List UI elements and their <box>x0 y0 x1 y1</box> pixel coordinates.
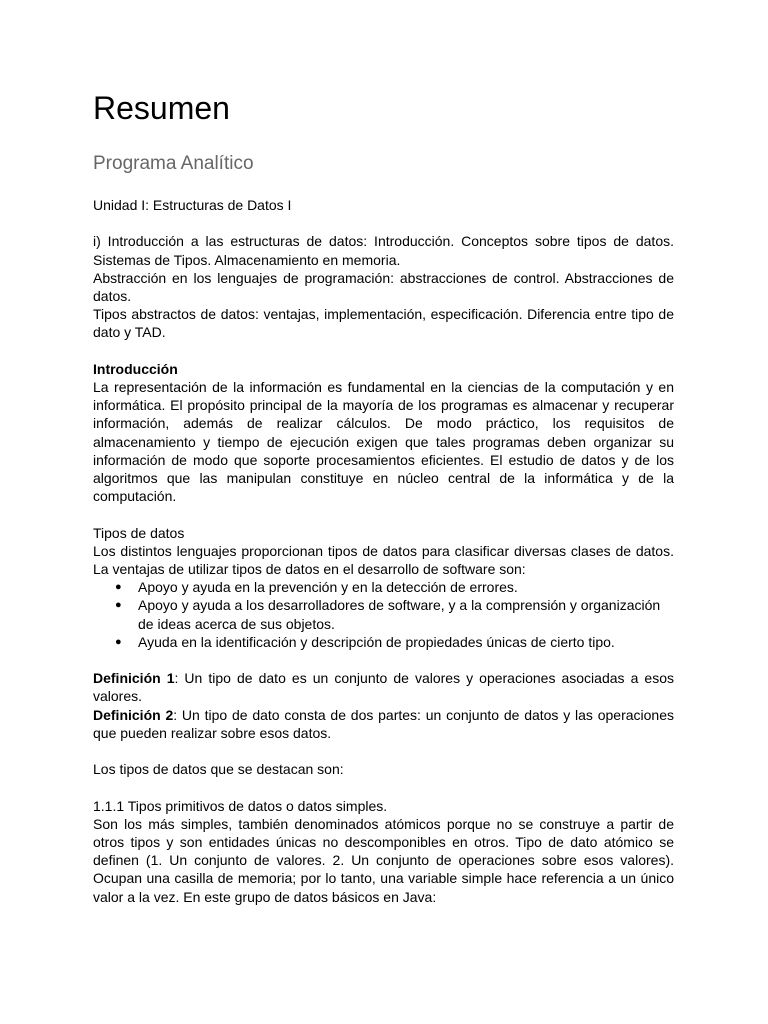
primitives-heading: 1.1.1 Tipos primitivos de datos o datos simples. <box>93 797 388 814</box>
bullet-icon: ● <box>115 635 122 648</box>
advantages-list <box>93 578 674 651</box>
highlight-intro: Los tipos de datos que se destacan son: <box>93 761 344 778</box>
intro-heading: Introducción <box>93 360 178 377</box>
definition-label: Definición 2 <box>93 706 174 723</box>
list-item: ● Ayuda en la identificación y descripción de propiedades únicas de cierto tipo. <box>115 633 615 650</box>
unit-line: Unidad I: Estructuras de Datos I <box>93 197 292 213</box>
bullet-icon: ● <box>115 581 122 594</box>
document-title: Resumen <box>93 90 230 126</box>
syllabus-line: i) Introducción a las estructuras de datos: Introducción. Conceptos sobre tipos de datos. Sistemas de Tipos. Almacenamiento en memoria. <box>93 233 674 268</box>
document-subtitle: Programa Analítico <box>93 153 254 174</box>
primitives-paragraph: Son los más simples, también denominados atómicos porque no se construye a partir de otros tipos y son entidades únicas no descomponibles en otros. Tipo de dato atómico se definen (1. Un conjunto de valores. 2. Un conjunto de operaciones sobre esos valores). Ocupan una casilla de memoria; por lo tanto, una variable simple hace referencia a un único valor a la vez. En este grupo de datos básicos en Java: <box>93 815 674 905</box>
document-body <box>93 196 674 906</box>
list-item: ● Apoyo y ayuda en la prevención y en la detección de errores. <box>115 579 518 596</box>
syllabus-line: Abstracción en los lenguajes de programación: abstracciones de control. Abstracciones de datos. <box>93 269 674 304</box>
list-item: ● Apoyo y ayuda a los desarrolladores de software, y a la comprensión y organización de ideas acerca de sus objetos. <box>115 597 661 632</box>
syllabus-line: Tipos abstractos de datos: ventajas, implementación, especificación. Diferencia entre tipo de dato y TAD. <box>93 306 674 341</box>
definition-label: Definición 1 <box>93 670 175 687</box>
bullet-icon: ● <box>115 599 122 612</box>
intro-paragraph: La representación de la información es fundamental en la ciencias de la computación y en informática. El propósito principal de la mayoría de los programas es almacenar y recuperar información, además de realizar cálculos. De modo práctico, los requisitos de almacenamiento y tiempo de ejecución exigen que tales programas deben organizar su información de modo que soporte procesamientos eficientes. El estudio de datos y de los algoritmos que las manipulan constituye en núcleo central de la informática y de la computación. <box>93 379 674 505</box>
definition-1: Definición 1: Un tipo de dato es un conjunto de valores y operaciones asociadas a esos valores. <box>93 670 674 705</box>
types-paragraph: Los distintos lenguajes proporcionan tipos de datos para clasificar diversas clases de datos. La ventajas de utilizar tipos de datos en el desarrollo de software son: <box>93 542 674 578</box>
types-heading: Tipos de datos <box>93 524 185 541</box>
definition-2: Definición 2: Un tipo de dato consta de dos partes: un conjunto de datos y las operaciones que pueden realizar sobre esos datos. <box>93 706 674 741</box>
